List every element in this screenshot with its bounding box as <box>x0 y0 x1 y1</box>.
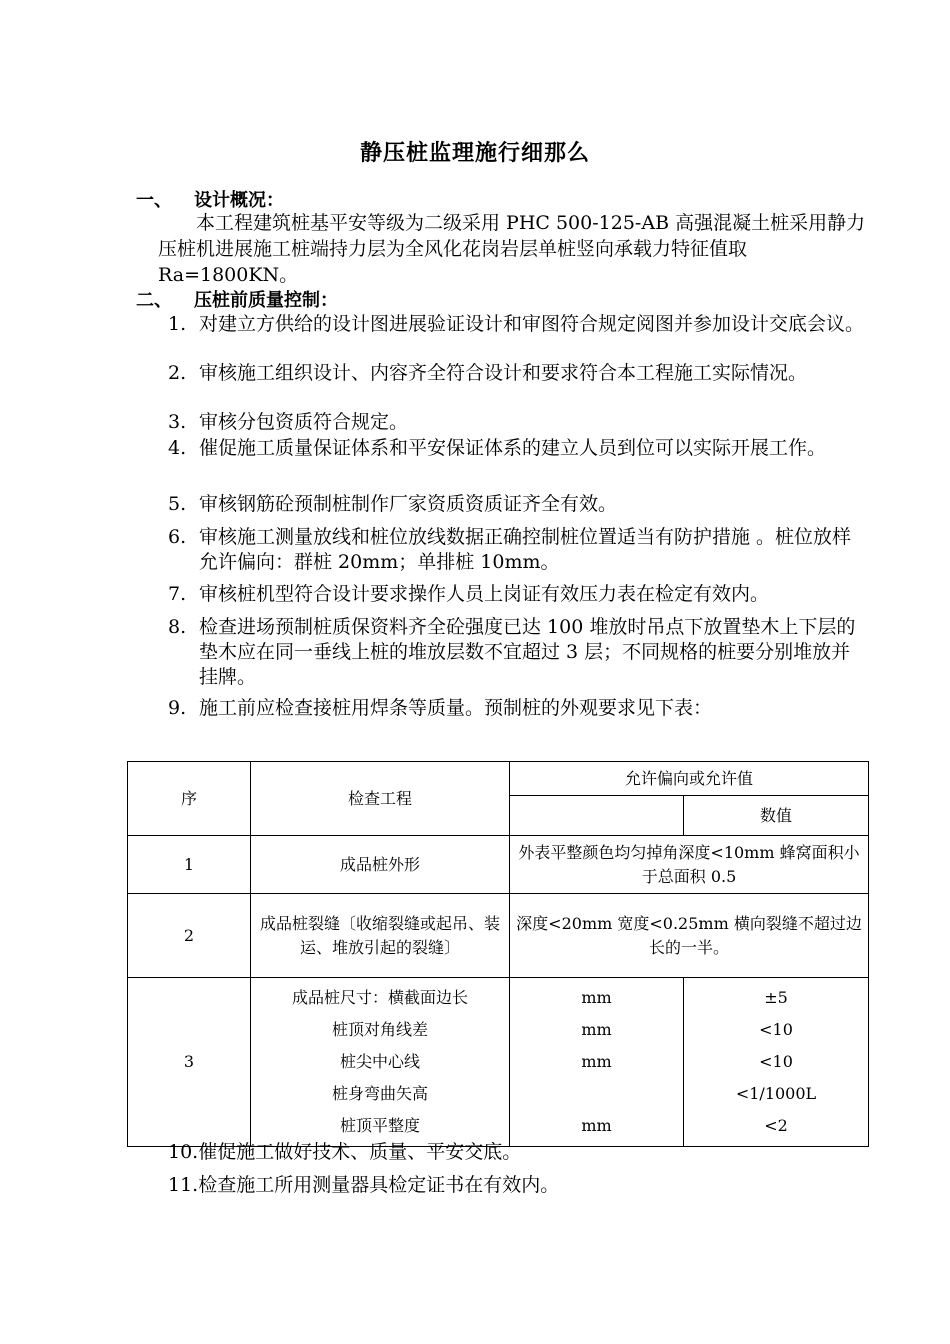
section-number: 二、 <box>136 290 172 311</box>
table-row <box>128 894 869 978</box>
cell-spec: 外表平整颜色均匀掉角深度<10mm 蜂窝面积小于总面积 0.5 <box>510 836 869 894</box>
cell-seq: 1 <box>128 836 251 894</box>
sub-value: <10 <box>759 1052 793 1071</box>
list-item: 3. 审核分包资质符合规定。 <box>168 411 409 433</box>
header-check-item: 检查工程 <box>251 762 510 836</box>
sub-unit: mm <box>581 988 612 1007</box>
list-item: 2. 审核施工组织设计、内容齐全符合设计和要求符合本工程施工实际情况。 <box>168 362 808 384</box>
overview-paragraph <box>158 210 868 288</box>
table-header-row <box>128 762 869 796</box>
cell-seq: 3 <box>128 978 251 1147</box>
header-deviation: 允许偏向或允许值 <box>510 762 869 796</box>
cell-item: 成品桩外形 <box>251 836 510 894</box>
list-item: 4. 催促施工质量保证体系和平安保证体系的建立人员到位可以实际开展工作。 <box>168 437 827 459</box>
list-item: 7. 审核桩机型符合设计要求操作人员上岗证有效压力表在检定有效内。 <box>168 583 770 605</box>
sub-value: ±5 <box>764 988 788 1007</box>
sub-unit: mm <box>581 1020 612 1039</box>
list-item: 10.催促施工做好技术、质量、平安交底。 <box>168 1141 522 1163</box>
section-title: 压桩前质量控制： <box>194 290 338 311</box>
sub-value: <2 <box>764 1116 788 1135</box>
document-title: 静压桩监理施行细那么 <box>359 140 590 166</box>
header-seq: 序 <box>128 762 251 836</box>
precast-pile-appearance-table <box>127 761 869 1147</box>
list-item: 11.检查施工所用测量器具检定证书在有效内。 <box>168 1174 560 1196</box>
sub-item: 桩顶对角线差 <box>331 1020 428 1039</box>
sub-value: <10 <box>759 1020 793 1039</box>
sub-unit: mm <box>581 1116 612 1135</box>
sub-unit: mm <box>581 1052 612 1071</box>
section-heading-overview <box>136 186 284 212</box>
sub-value: <1/1000L <box>735 1084 817 1103</box>
list-item: 1. 对建立方供给的设计图进展验证设计和审图符合规定阅图并参加设计交底会议。 <box>168 313 865 335</box>
section-number: 一、 <box>136 190 172 211</box>
list-item: 9. 施工前应检查接桩用焊条等质量。预制桩的外观要求见下表： <box>168 697 713 719</box>
cell-seq: 2 <box>128 894 251 978</box>
section-title: 设计概况： <box>194 190 284 211</box>
sub-item: 桩顶平整度 <box>339 1116 420 1135</box>
list-item: 8. 检查进场预制桩质保资料齐全砼强度已达 100 堆放时吊点下放置垫木上下层的垫木应在同一垂线上桩的堆放层数不宜超过 3 层；不同规格的桩要分别堆放并挂牌。 <box>168 616 856 688</box>
section-heading-quality <box>136 286 338 312</box>
table-row <box>128 836 869 894</box>
cell-spec: 深度<20mm 宽度<0.25mm 横向裂缝不超过边长的一半。 <box>510 894 869 978</box>
table-row <box>128 978 869 1147</box>
sub-item: 桩尖中心线 <box>339 1052 420 1071</box>
sub-item: 桩身弯曲矢高 <box>331 1084 428 1103</box>
overview-text: 本工程建筑桩基平安等级为二级采用 PHC 500-125-AB 高强混凝土桩采用静力压桩机进展施工桩端持力层为全风化花岗岩层单桩竖向承载力特征值取 Ra=1800KN。 <box>158 212 866 286</box>
cell-unit-list <box>510 978 684 1147</box>
list-item: 5. 审核钢筋砼预制桩制作厂家资质资质证齐全有效。 <box>168 493 618 515</box>
header-value: 数值 <box>684 796 869 836</box>
sub-unit <box>510 1078 683 1110</box>
cell-value-list <box>684 978 869 1147</box>
sub-item: 成品桩尺寸：横截面边长 <box>291 988 468 1007</box>
cell-item-list <box>251 978 510 1147</box>
list-item: 6. 审核施工测量放线和桩位放线数据正确控制桩位置适当有防护措施 。桩位放样允许偏向：群桩 20mm；单排桩 10mm。 <box>168 526 852 573</box>
cell-item: 成品桩裂缝〔收缩裂缝或起吊、装运、堆放引起的裂缝〕 <box>251 894 510 978</box>
header-unit <box>510 796 684 836</box>
